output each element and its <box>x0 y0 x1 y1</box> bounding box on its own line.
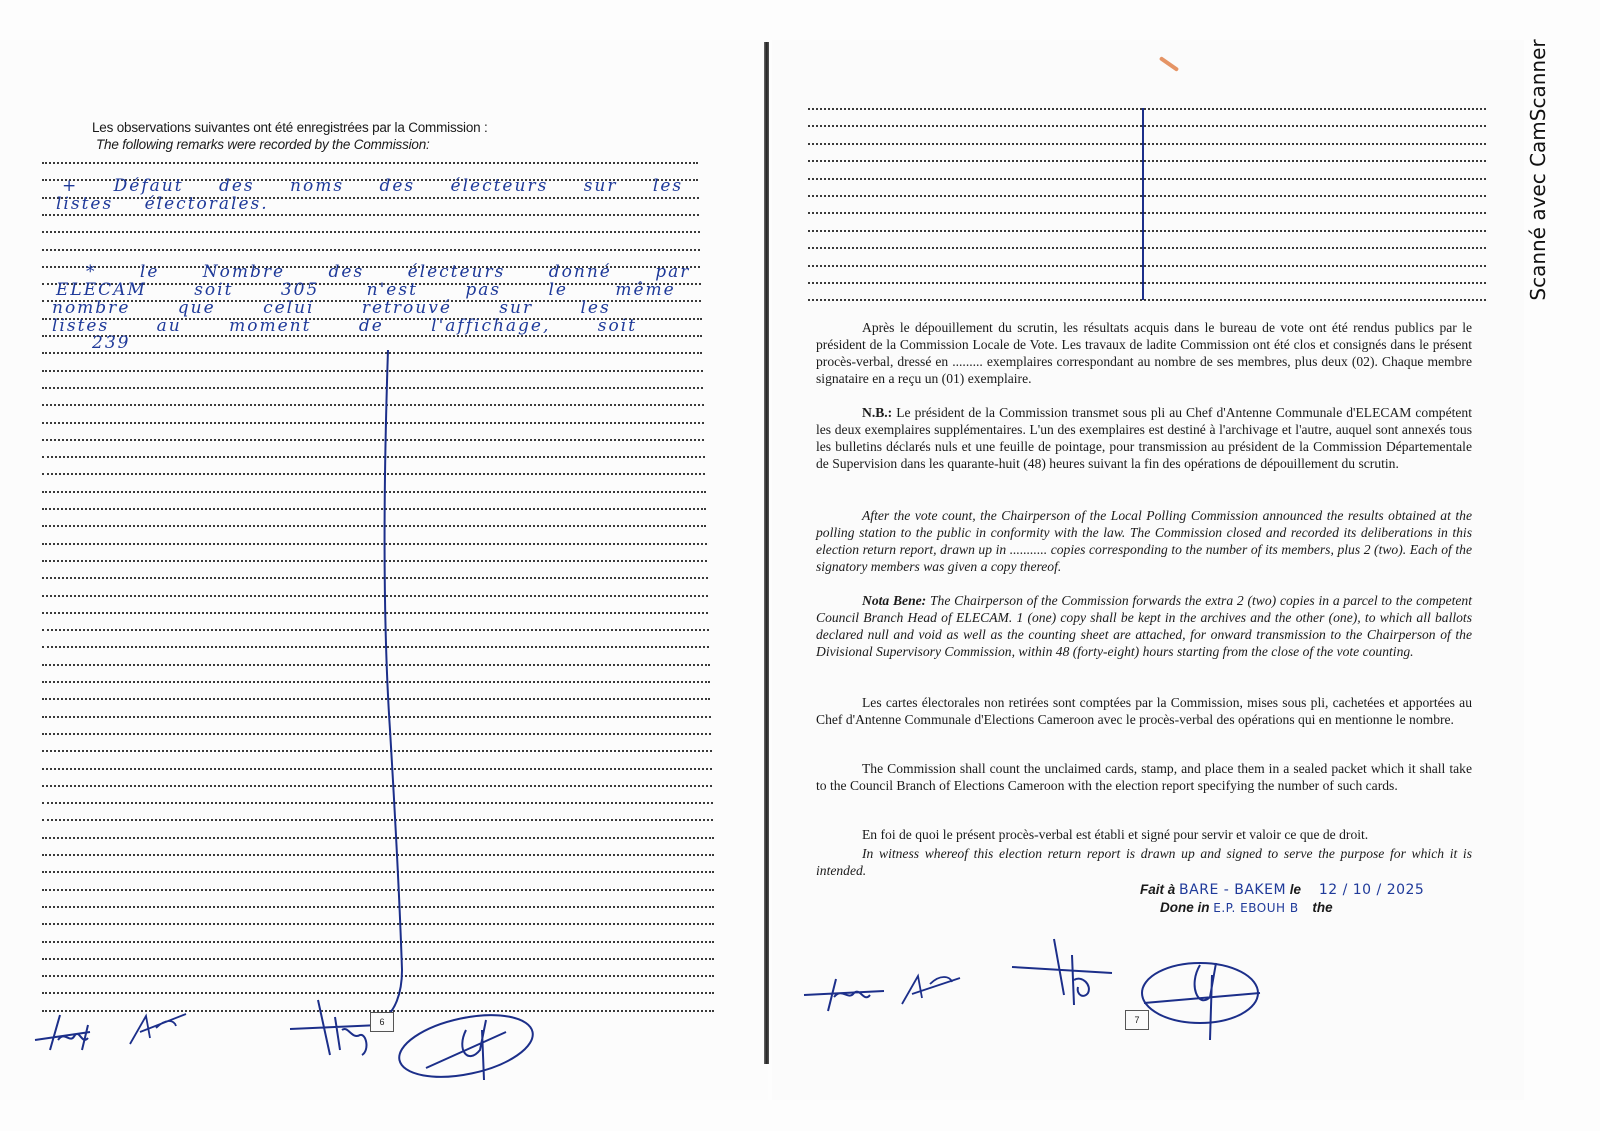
dotted-line <box>808 143 1486 145</box>
done-in-label: Done in <box>1160 900 1210 915</box>
dotted-line <box>42 923 714 925</box>
dotted-line <box>42 698 710 700</box>
place-value-2: E.P. EBOUH B <box>1213 901 1299 915</box>
dotted-line <box>42 214 699 216</box>
paragraph-nota-bene-en <box>816 592 1472 660</box>
dotted-line <box>808 212 1486 214</box>
dotted-line <box>42 854 714 856</box>
strike-through-line-left <box>380 350 420 1020</box>
dotted-line <box>42 370 703 372</box>
remarks-heading-en: The following remarks were recorded by the Commission: <box>96 137 430 152</box>
dotted-line <box>42 629 709 631</box>
dotted-line <box>42 577 708 579</box>
dotted-line <box>42 231 700 233</box>
handwritten-remark-1-line-1: + Défaut des noms des électeurs sur les <box>62 176 684 196</box>
dotted-line <box>808 160 1486 162</box>
paragraph-cards-en: The Commission shall count the unclaimed cards, stamp, and place them in a sealed packet which it shall take to the Council Branch of Elections Cameroon with the election report specifying the number of such cards. <box>816 761 1472 793</box>
remarks-heading-fr: Les observations suivantes ont été enregistrées par la Commission : <box>92 120 488 135</box>
dotted-line <box>42 473 705 475</box>
dotted-line <box>808 178 1486 180</box>
nb-text: Le président de la Commission transmet sous pli au Chef d'Antenne Communale d'ELECAM compétent les deux exemplaires supplémentaires. L'un des exemplaires est destiné à l'archivage et l'autre, auquel sont annexés tous les bulletins déclarés nuls et une feuille de pointage, pour transmission au président de la Commission Départementale de Supervision dans les quarante-huit (48) heures suivant la fin des opérations de dépouillement du scrutin. <box>816 405 1472 471</box>
dotted-line <box>42 422 704 424</box>
dotted-line <box>42 906 714 908</box>
dotted-line <box>42 975 714 977</box>
book-spine <box>764 42 769 1064</box>
signature-3-right <box>1012 935 1122 1010</box>
nb-label: N.B.: <box>862 405 893 420</box>
le-label: le <box>1289 882 1302 897</box>
dotted-line <box>42 560 707 562</box>
dotted-line <box>42 664 710 666</box>
dotted-line <box>808 282 1486 284</box>
dotted-line <box>42 889 714 891</box>
paragraph-results-fr: Après le dépouillement du scrutin, les résultats acquis dans le bureau de vote ont été rendus publics par le président de la Commission Locale de Vote. Les travaux de ladite Commission ont été clos et consignés dans le présent procès-verbal, dressé en ......... exemplaires correspondant au nombre de ses membres, plus deux (02). Chaque membre signataire en a reçu un (01) exemplaire. <box>816 320 1472 386</box>
dotted-line <box>42 871 714 873</box>
handwritten-remark-1-line-2: listes électorales. <box>56 194 269 214</box>
dotted-line <box>42 162 698 164</box>
fait-a-label: Fait à <box>1140 882 1176 897</box>
handwritten-remark-2-line-3: nombre que celui retrouvé sur les <box>52 298 611 318</box>
place-value: BARE - BAKEM <box>1179 882 1287 898</box>
dotted-line <box>808 299 1486 301</box>
page-number-left: 6 <box>370 1012 394 1032</box>
done-in-line <box>1160 900 1333 915</box>
dotted-line <box>42 681 710 683</box>
date-value: 12 / 10 / 2025 <box>1318 882 1425 898</box>
handwritten-remark-2-line-1: * le Nombre des électeurs donné par <box>86 262 691 282</box>
dotted-line <box>42 387 703 389</box>
dotted-line <box>808 247 1486 249</box>
dotted-line <box>42 733 711 735</box>
dotted-line <box>42 612 708 614</box>
fait-a-line <box>1140 882 1424 898</box>
dotted-line <box>808 125 1486 127</box>
signature-2-right <box>900 968 970 1008</box>
dotted-line <box>42 595 708 597</box>
nota-bene-label: Nota Bene: <box>862 593 927 608</box>
camscanner-watermark <box>1523 30 1553 310</box>
dotted-line <box>42 456 705 458</box>
paragraph-cards-fr: Les cartes électorales non retirées sont comptées par la Commission, mises sous pli, cachetées et apportées au Chef d'Antenne Communale d'Elections Cameroon avec le procès-verbal des opérations qui en mentionne le nombre. <box>816 695 1472 727</box>
watermark-text: Scanné avec CamScanner <box>1526 39 1550 301</box>
dotted-line <box>42 819 713 821</box>
dotted-line <box>42 249 700 251</box>
the-label: the <box>1312 900 1333 915</box>
signature-1-right <box>800 975 890 1015</box>
signature-4-right <box>1140 955 1270 1045</box>
dotted-line <box>42 352 702 354</box>
dotted-line <box>42 941 714 943</box>
dotted-line <box>42 646 709 648</box>
handwritten-remark-2-line-5: 239 <box>92 333 131 353</box>
nota-bene-text: The Chairperson of the Commission forwards the extra 2 (two) copies in a parcel to the competent Council Branch Head of ELECAM. 1 (one) copy shall be kept in the archives and the other (one), to which all ballots declared null and void as well as the counting sheet are attached, for onward transmission to the Chairperson of the Divisional Supervisory Commission, within 48 (forty-eight) hours starting from the close of the vote counting. <box>816 593 1473 659</box>
dotted-line <box>808 195 1486 197</box>
dotted-line <box>42 837 714 839</box>
handwritten-remark-2-line-2: ELECAM soit 305 n'est pas le même <box>56 280 676 300</box>
dotted-line <box>42 716 711 718</box>
dotted-line <box>42 404 704 406</box>
signature-1-left <box>30 1010 100 1060</box>
dotted-line <box>42 802 713 804</box>
dotted-line <box>42 750 712 752</box>
paragraph-witness-fr: En foi de quoi le présent procès-verbal est établi et signé pour servir et valoir ce que de droit. <box>862 827 1369 842</box>
dotted-line <box>42 525 706 527</box>
handwritten-remark-2-line-4: listes au moment de l'affichage, soit <box>52 316 638 336</box>
dotted-line <box>42 958 714 960</box>
paragraph-results-en: After the vote count, the Chairperson of the Local Polling Commission announced the results obtained at the polling station to the public in conformity with the law. The Commission closed and recorded its deliberations in this election return report, drawn up in ........... copies corresponding to the number of its members, plus 2 (two). Each of the signatory members was given a copy thereof. <box>816 508 1472 574</box>
dotted-line <box>808 265 1486 267</box>
strike-through-line-right <box>1142 108 1144 300</box>
paragraph-witness-en: In witness whereof this election return report is drawn up and signed to serve the purpose for which it is intended. <box>816 846 1472 878</box>
dotted-line <box>42 768 712 770</box>
dotted-line <box>808 230 1486 232</box>
dotted-line <box>808 108 1486 110</box>
page-number-right: 7 <box>1125 1010 1149 1030</box>
dotted-line <box>42 491 706 493</box>
paragraph-nb-fr <box>816 404 1472 472</box>
signature-2-left <box>126 1008 196 1048</box>
dotted-line <box>42 439 704 441</box>
signature-4-left <box>396 1010 556 1080</box>
dotted-line <box>42 543 707 545</box>
dotted-line <box>42 785 712 787</box>
dotted-line <box>42 508 706 510</box>
